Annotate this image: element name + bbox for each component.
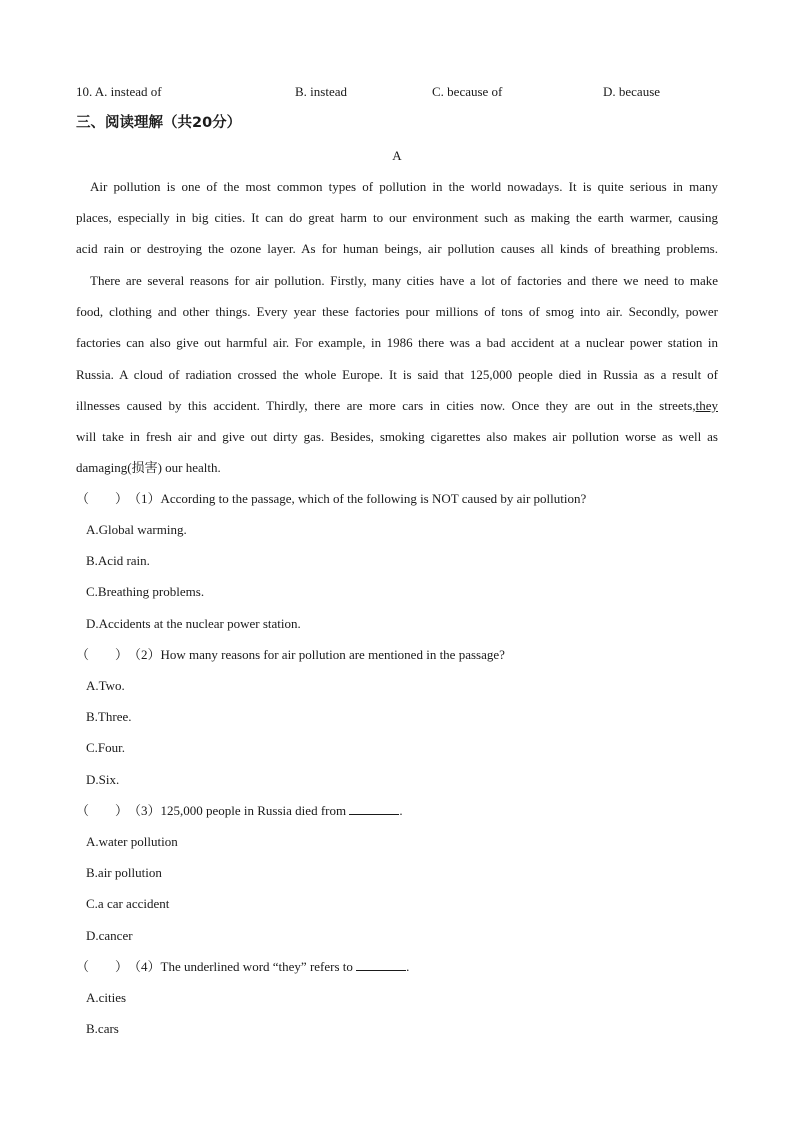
answer-bracket[interactable]: （ ） — [76, 647, 129, 662]
question-4-period: . — [406, 959, 410, 974]
underlined-word-they: they — [695, 397, 718, 413]
q3-option-a: A.water pollution — [86, 834, 178, 849]
question-2 — [76, 646, 505, 664]
paragraph-2-line-5-text: illnesses caused by this accident. Thirdly, there are more cars in cities now. Once they are out in the streets, — [76, 397, 696, 413]
answer-blank[interactable] — [349, 802, 399, 815]
paragraph-2-line-4: Russia. A cloud of radiation crossed the whole Europe. It is said that 125,000 people died in Russia as a result of — [76, 366, 718, 382]
passage-paragraph-1 — [76, 171, 718, 265]
q3-option-c: C.a car accident — [86, 896, 170, 911]
paragraph-1-line-2: places, especially in big cities. It can do great harm to our environment such as making the earth warmer, causing — [76, 210, 718, 226]
question-2-text: （2）How many reasons for air pollution are mentioned in the passage? — [128, 647, 505, 662]
paragraph-2-line-7: damaging(损害) our health. — [76, 460, 221, 476]
paragraph-2-line-5 — [76, 390, 718, 421]
answer-bracket[interactable]: （ ） — [76, 491, 129, 506]
answer-bracket[interactable]: （ ） — [76, 959, 129, 974]
q10-option-a: 10. A. instead of — [76, 84, 162, 99]
section-heading: 三、阅读理解（共20分） — [76, 115, 242, 131]
q1-option-c: C.Breathing problems. — [86, 584, 205, 599]
q10-option-c: C. because of — [432, 84, 503, 99]
question-4 — [76, 958, 409, 976]
q1-option-d: D.Accidents at the nuclear power station. — [86, 616, 301, 631]
q3-option-d: D.cancer — [86, 928, 133, 943]
paragraph-2-line-3: factories can also give out harmful air. For example, in 1986 there was a bad accident at a nuclear power station in — [76, 335, 718, 351]
answer-blank[interactable] — [356, 958, 406, 971]
question-3-text: （3）125,000 people in Russia died from — [128, 803, 347, 818]
q10-option-b: B. instead — [295, 84, 347, 99]
q1-option-b: B.Acid rain. — [86, 553, 150, 568]
paragraph-1-line-1: Air pollution is one of the most common types of pollution in the world nowadays. It is quite serious in many — [90, 179, 718, 194]
passage-letter: A — [392, 148, 402, 163]
paragraph-1-line-3: acid rain or destroying the ozone layer. As for human beings, air pollution causes all kinds of breathing problems. — [76, 241, 718, 257]
q1-option-a: A.Global warming. — [86, 522, 187, 537]
q2-option-d: D.Six. — [86, 772, 120, 787]
q2-option-b: B.Three. — [86, 709, 132, 724]
q4-option-a: A.cities — [86, 990, 127, 1005]
passage-paragraph-2 — [76, 265, 718, 483]
question-4-text: （4）The underlined word “they” refers to — [128, 959, 353, 974]
paragraph-2-line-2: food, clothing and other things. Every year these factories pour millions of tons of smog into air. Secondly, power — [76, 304, 718, 320]
paragraph-2-line-6: will take in fresh air and give out dirty gas. Besides, smoking cigarettes also makes air pollution worse as well as — [76, 429, 718, 445]
question-3-period: . — [399, 803, 403, 818]
q3-option-b: B.air pollution — [86, 865, 162, 880]
q4-option-b: B.cars — [86, 1021, 119, 1036]
question-1 — [76, 490, 586, 508]
q2-option-c: C.Four. — [86, 740, 126, 755]
answer-bracket[interactable]: （ ） — [76, 803, 129, 818]
paragraph-2-line-1: There are several reasons for air pollution. Firstly, many cities have a lot of factories and there we need to make — [90, 273, 718, 288]
question-3 — [76, 802, 403, 820]
q2-option-a: A.Two. — [86, 678, 125, 693]
question-1-text: （1）According to the passage, which of the following is NOT caused by air pollution? — [128, 491, 587, 506]
q10-option-d: D. because — [603, 84, 661, 99]
